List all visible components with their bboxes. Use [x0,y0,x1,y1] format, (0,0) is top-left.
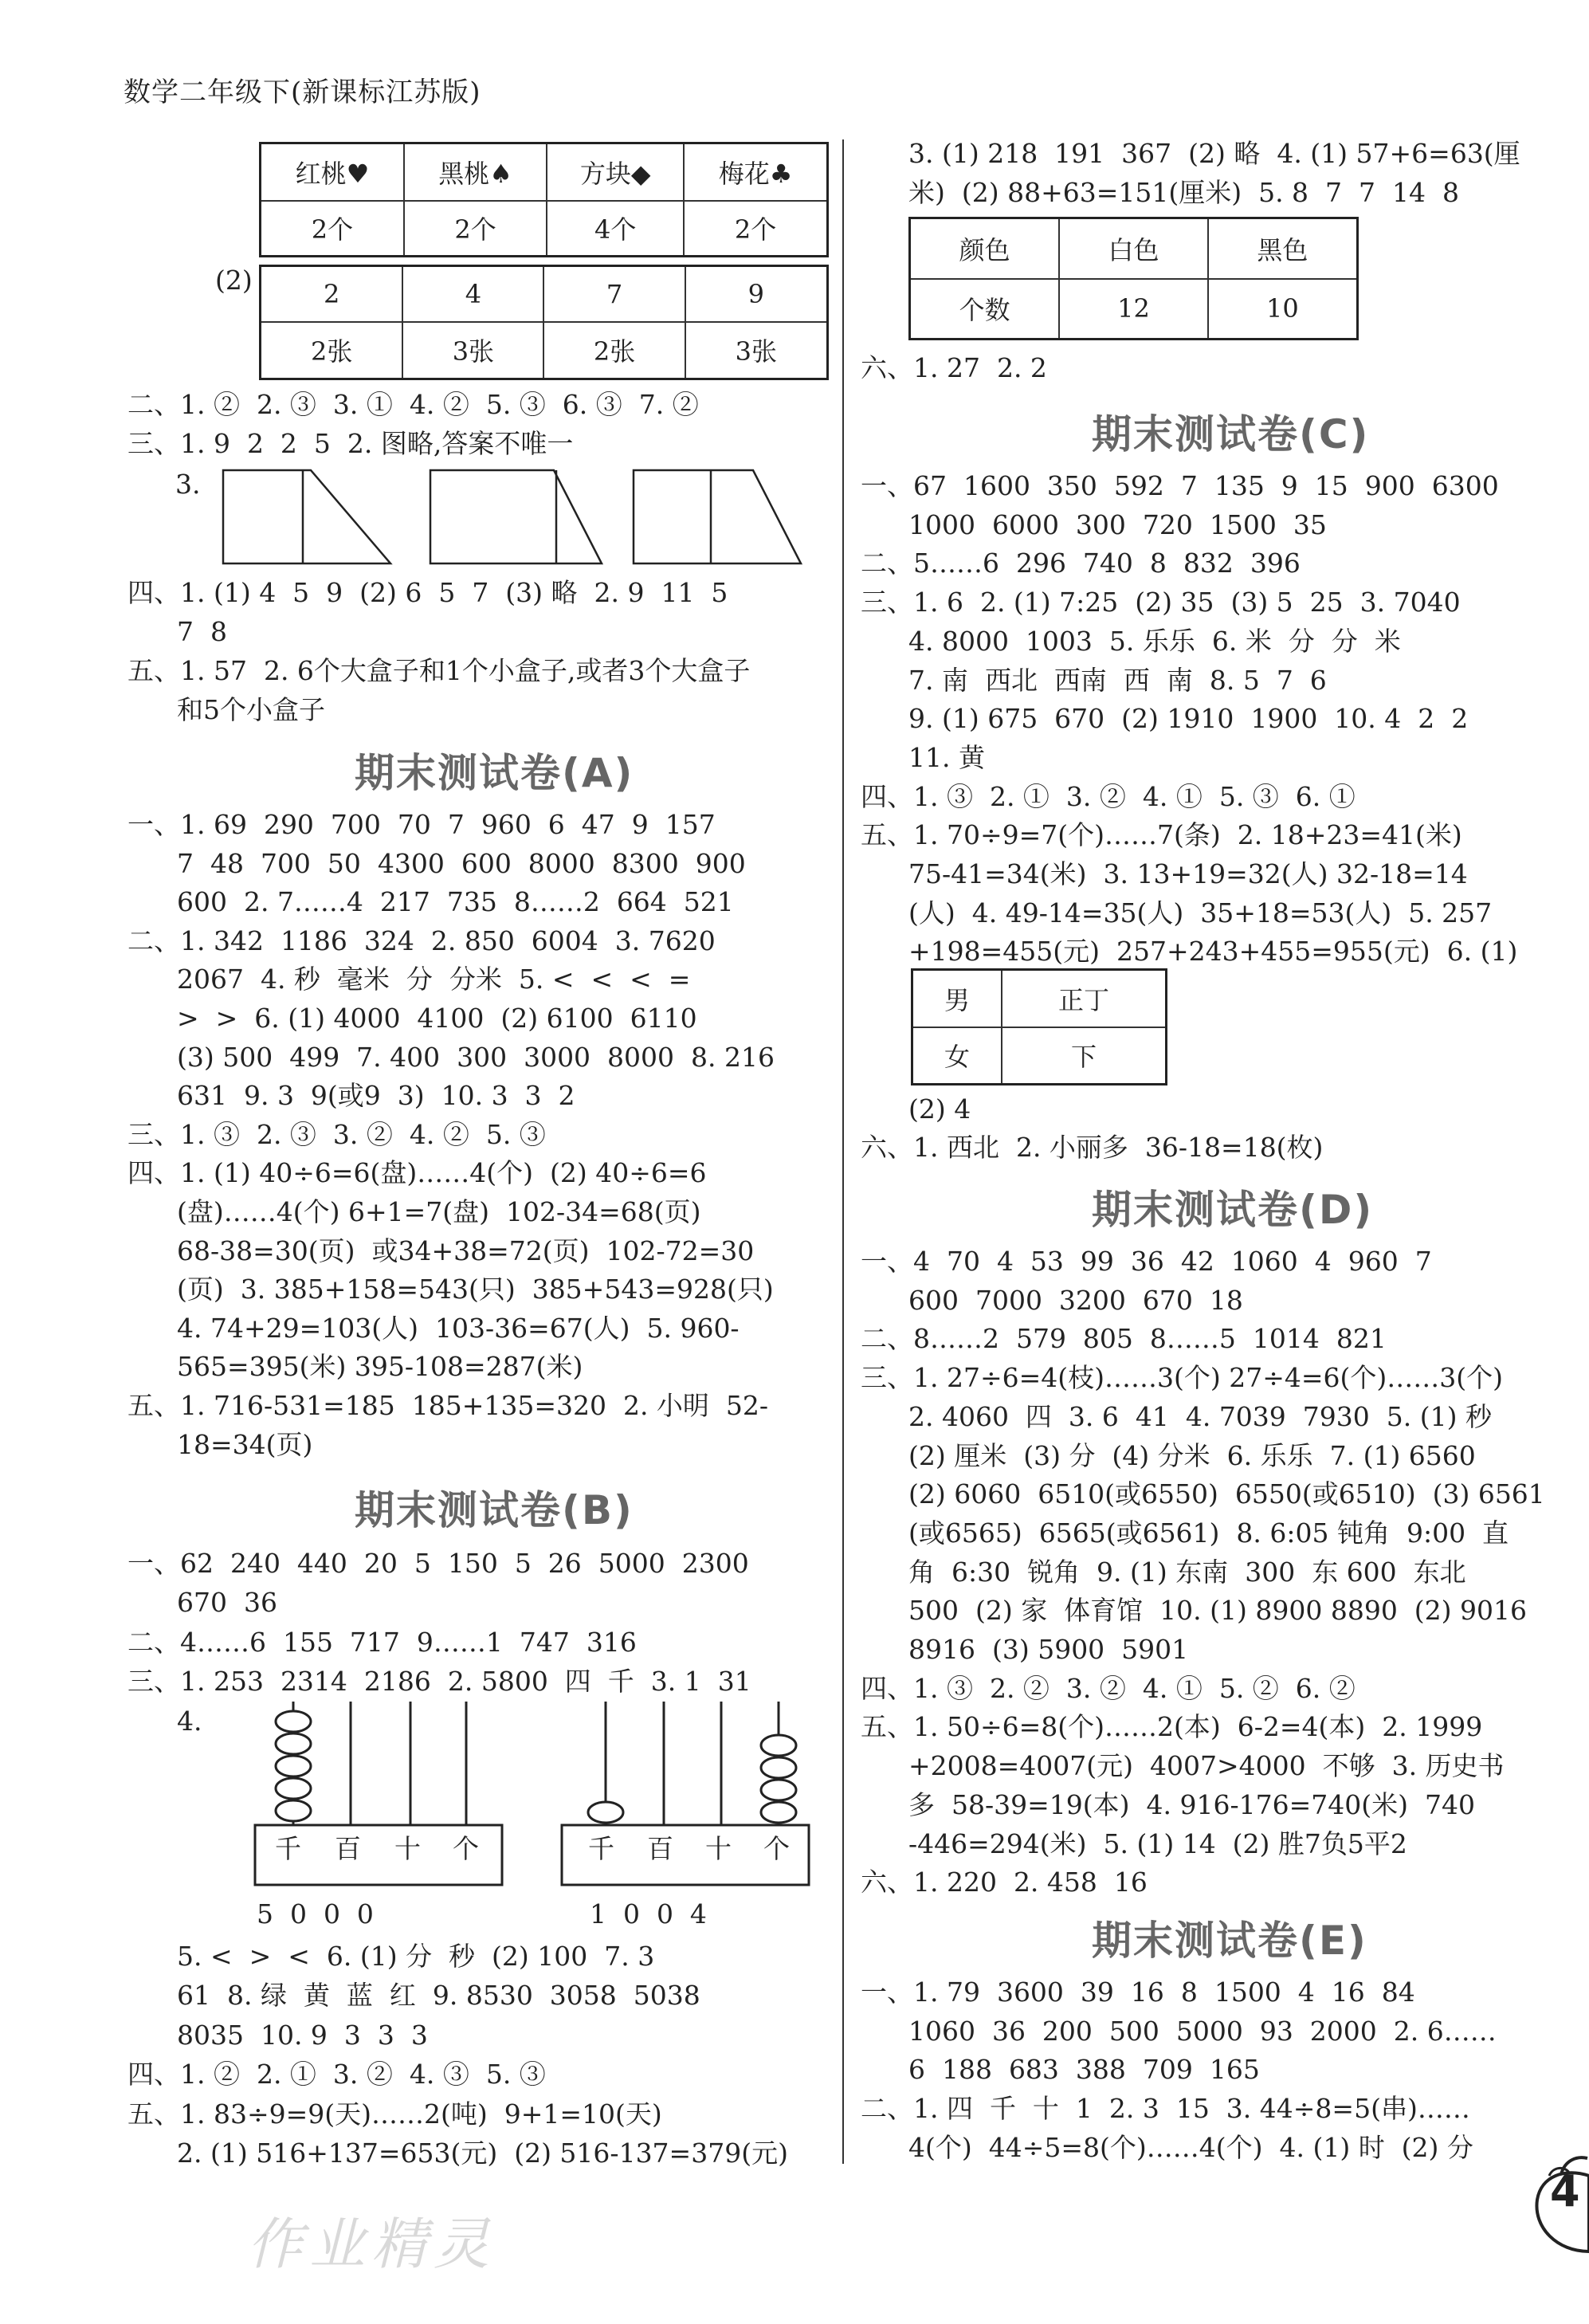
abacus-label: 百 [335,1833,361,1864]
answer-line: 7 48 700 50 4300 600 8000 8300 900 [177,847,746,879]
bead [761,1757,796,1778]
answer-line: 一、62 240 440 20 5 150 5 26 5000 2300 [128,1548,749,1579]
answer-line: (人) 4. 49-14=35(人) 35+18=53(人) 5. 257 [908,897,1493,928]
answer-line: 二、1. 四 千 十 1 2. 3 15 3. 44÷8=5(串)…… [861,2093,1470,2125]
table-cell: 梅花♣ [684,143,827,201]
answer-line: 三、1. 27÷6=4(枝)……3(个) 27÷4=6(个)……3(个) [861,1362,1504,1394]
trapezoid-shape-1 [223,470,390,563]
answer-line: 8035 10. 9 3 3 3 [177,2019,428,2051]
answer-line: (2) 6060 6510(或6550) 6550(或6510) (3) 6561 [908,1478,1545,1510]
table-cell: 3张 [402,322,543,379]
abacus-label: 百 [647,1833,673,1864]
answer-line: > > 6. (1) 4000 4100 (2) 6100 6110 [177,1003,697,1034]
answer-line: 六、1. 220 2. 458 16 [861,1867,1148,1898]
answer-line: 3. [175,469,201,500]
table-cell: 12 [1059,279,1207,340]
answer-line: 一、1. 79 3600 39 16 8 1500 4 16 84 [861,1977,1415,2008]
watermark: 作业精灵 [247,2212,496,2277]
table-cell: 黑桃♠ [404,143,547,201]
table-cell: 2个 [684,201,827,257]
abacus-label: 千 [275,1833,301,1864]
bead [761,1735,796,1756]
answer-line: 二、1. 342 1186 324 2. 850 6004 3. 7620 [128,924,716,956]
bead [761,1780,796,1800]
answer-line: 500 (2) 家 体育馆 10. (1) 8900 8890 (2) 9016 [908,1595,1528,1627]
bead [276,1800,311,1821]
answer-line: (2) 厘米 (3) 分 (4) 分米 6. 乐乐 7. (1) 6560 [908,1439,1476,1471]
abacus-label: 千 [588,1833,614,1864]
suit-count-table [259,142,829,257]
answer-line: 2. (1) 516+137=653(元) (2) 516-137=379(元) [177,2138,788,2169]
bead [588,1802,623,1823]
answer-line: 6 188 683 388 709 165 [908,2054,1260,2086]
answer-line: 四、1. ② 2. ① 3. ② 4. ③ 5. ③ [128,2059,546,2090]
table-cell: 4 [402,266,543,322]
card-count-table [259,265,829,380]
answer-line: 75-41=34(米) 3. 13+19=32(人) 32-18=14 [908,858,1468,889]
answer-line: 二、1. ② 2. ③ 3. ① 4. ② 5. ③ 6. ③ 7. ② [128,389,699,420]
answer-line: 六、1. 27 2. 2 [861,352,1047,383]
answer-line: 18=34(页) [177,1428,313,1460]
table-cell: 颜色 [910,218,1060,279]
answer-line: 600 2. 7……4 217 735 8……2 664 521 [177,886,734,918]
table2-label: (2) [215,265,253,296]
answer-line: 二、4……6 155 717 9……1 747 316 [128,1626,637,1658]
answer-line: 三、1. ③ 2. ③ 3. ② 4. ② 5. ③ [128,1118,546,1150]
section-title-d: 期末测试卷(D) [1092,1187,1374,1233]
answer-line: 一、1. 69 290 700 70 7 960 6 47 9 157 [128,809,716,840]
answer-line: 五、1. 83÷9=9(天)……2(吨) 9+1=10(天) [128,2098,662,2130]
bead [276,1711,311,1732]
trapezoid-shape-3 [634,470,801,563]
bead [761,1802,796,1823]
bead [276,1756,311,1776]
answer-line: 9. (1) 675 670 (2) 1910 1900 10. 4 2 2 [908,703,1469,735]
answer-line: 一、67 1600 350 592 7 135 9 15 900 6300 [861,470,1499,501]
answer-line: 五、1. 57 2. 6个大盒子和1个小盒子,或者3个大盒子 [128,655,751,686]
answer-line: (盘)……4(个) 6+1=7(盘) 102-34=68(页) [177,1196,701,1227]
table-cell: 7 [543,266,685,322]
answer-line: 3. (1) 218 191 367 (2) 略 4. (1) 57+6=63(厘 [908,138,1520,169]
answer-line: (2) 4 [908,1093,971,1125]
answer-line: 631 9. 3 9(或9 3) 10. 3 3 2 [177,1080,575,1112]
tally-table [911,968,1167,1085]
answer-line: (或6565) 6565(或6561) 8. 6:05 钝角 9:00 直 [908,1517,1509,1549]
answer-line: (3) 500 499 7. 400 300 3000 8000 8. 216 [177,1041,775,1073]
answer-line: 五、1. 70÷9=7(个)……7(条) 2. 18+23=41(米) [861,819,1462,851]
answer-line: 2067 4. 秒 毫米 分 分米 5. < < < = [177,964,691,995]
answer-line: +2008=4007(元) 4007>4000 不够 3. 历史书 [908,1750,1505,1782]
answer-line: 600 7000 3200 670 18 [908,1284,1243,1316]
table-cell: 个数 [910,279,1060,340]
answer-line: 四、1. (1) 40÷6=6(盘)……4(个) (2) 40÷6=6 [128,1157,707,1189]
shapes-figure [215,466,821,570]
section-title-e: 期末测试卷(E) [1092,1918,1367,1964]
answer-line: 三、1. 6 2. (1) 7:25 (2) 35 (3) 5 25 3. 7040 [861,587,1461,618]
answer-line: 4. 74+29=103(人) 103-36=67(人) 5. 960- [177,1312,740,1344]
answer-line: 角 6:30 锐角 9. (1) 东南 300 东 600 东北 [908,1556,1466,1588]
table-cell: 9 [685,266,828,322]
answer-line: 四、1. ③ 2. ① 3. ② 4. ① 5. ③ 6. ① [861,780,1356,812]
abacus-label: 个 [453,1833,479,1864]
column-divider [842,139,844,2164]
table-cell: 正丁 [1002,970,1167,1027]
answer-line: 68-38=30(页) 或34+38=72(页) 102-72=30 [177,1235,755,1266]
table-cell: 下 [1002,1027,1167,1085]
answer-line: +198=455(元) 257+243+455=955(元) 6. (1) [908,936,1518,968]
trapezoid-shape-2 [430,470,602,563]
section-title-c: 期末测试卷(C) [1092,411,1370,457]
table-cell: 4个 [547,201,684,257]
bead [276,1778,311,1799]
abacus-numbers: 1 0 0 4 [590,1898,707,1929]
answer-line: (页) 3. 385+158=543(只) 385+543=928(只) [177,1274,774,1305]
answer-line: 一、4 70 4 53 99 36 42 1060 4 960 7 [861,1246,1432,1277]
answer-line: 多 58-39=19(本) 4. 916-176=740(米) 740 [908,1788,1475,1820]
answer-line: 五、1. 50÷6=8(个)……2(本) 6-2=4(本) 2. 1999 [861,1711,1483,1743]
answer-line: 1000 6000 300 720 1500 35 [908,508,1327,540]
table-cell: 2个 [261,201,404,257]
answer-line: 670 36 [177,1587,277,1619]
answer-line: 4. 8000 1003 5. 乐乐 6. 米 分 分 米 [908,625,1401,657]
abacus-label: 十 [394,1833,421,1864]
answer-line: 二、5……6 296 740 8 832 396 [861,548,1301,579]
answer-line: 四、1. (1) 4 5 9 (2) 6 5 7 (3) 略 2. 9 11 5 [128,577,728,608]
table-cell: 男 [912,970,1002,1027]
answer-line: 米) (2) 88+63=151(厘米) 5. 8 7 7 14 8 [908,177,1459,208]
answer-line: 五、1. 716-531=185 185+135=320 2. 小明 52- [128,1390,769,1421]
answer-line: 2. 4060 四 3. 6 41 4. 7039 7930 5. (1) 秒 [908,1400,1492,1432]
answer-line: 4(个) 44÷5=8(个)……4(个) 4. (1) 时 (2) 分 [908,2131,1473,2163]
section-title-a: 期末测试卷(A) [355,750,634,796]
page-number: 4 [1550,2166,1580,2216]
answer-line: 7. 南 西北 西南 西 南 8. 5 7 6 [908,664,1327,696]
answer-line: 三、1. 9 2 2 5 2. 图略,答案不唯一 [128,428,574,459]
table-cell: 方块◆ [547,143,684,201]
table-cell: 白色 [1059,218,1207,279]
abacus-label: 十 [705,1833,732,1864]
table-cell: 2个 [404,201,547,257]
page-header: 数学二年级下(新课标江苏版) [124,77,481,108]
bead [276,1733,311,1754]
answer-line: 5. < > < 6. (1) 分 秒 (2) 100 7. 3 [177,1941,655,1972]
answer-line: 4. [177,1705,202,1737]
table-cell: 3张 [685,322,828,379]
table-cell: 2张 [261,322,403,379]
abacus-label: 个 [763,1833,790,1864]
answer-line: 1060 36 200 500 5000 93 2000 2. 6…… [908,2015,1497,2047]
answer-line: 11. 黄 [908,741,985,773]
answer-line: 二、8……2 579 805 8……5 1014 821 [861,1323,1387,1355]
answer-line: 三、1. 253 2314 2186 2. 5800 四 千 3. 1 31 [128,1666,751,1698]
color-count-table [908,217,1359,340]
answer-line: 61 8. 绿 黄 蓝 红 9. 8530 3058 5038 [177,1980,700,2012]
abacus-numbers: 5 0 0 0 [257,1898,374,1929]
answer-line: 565=395(米) 395-108=287(米) [177,1351,583,1383]
table-cell: 2 [261,266,403,322]
table-cell: 红桃♥ [261,143,404,201]
table-cell: 10 [1208,279,1358,340]
table-cell: 女 [912,1027,1002,1085]
table-cell: 2张 [543,322,685,379]
answer-line: 和5个小盒子 [177,694,325,725]
table-cell: 黑色 [1208,218,1358,279]
answer-line: 六、1. 西北 2. 小丽多 36-18=18(枚) [861,1132,1324,1163]
answer-line: 7 8 [177,616,227,647]
answer-line: -446=294(米) 5. (1) 14 (2) 胜7负5平2 [908,1827,1407,1859]
answer-line: 8916 (3) 5900 5901 [908,1634,1189,1665]
answer-line: 四、1. ③ 2. ② 3. ② 4. ① 5. ② 6. ② [861,1672,1356,1704]
section-title-b: 期末测试卷(B) [355,1487,634,1533]
